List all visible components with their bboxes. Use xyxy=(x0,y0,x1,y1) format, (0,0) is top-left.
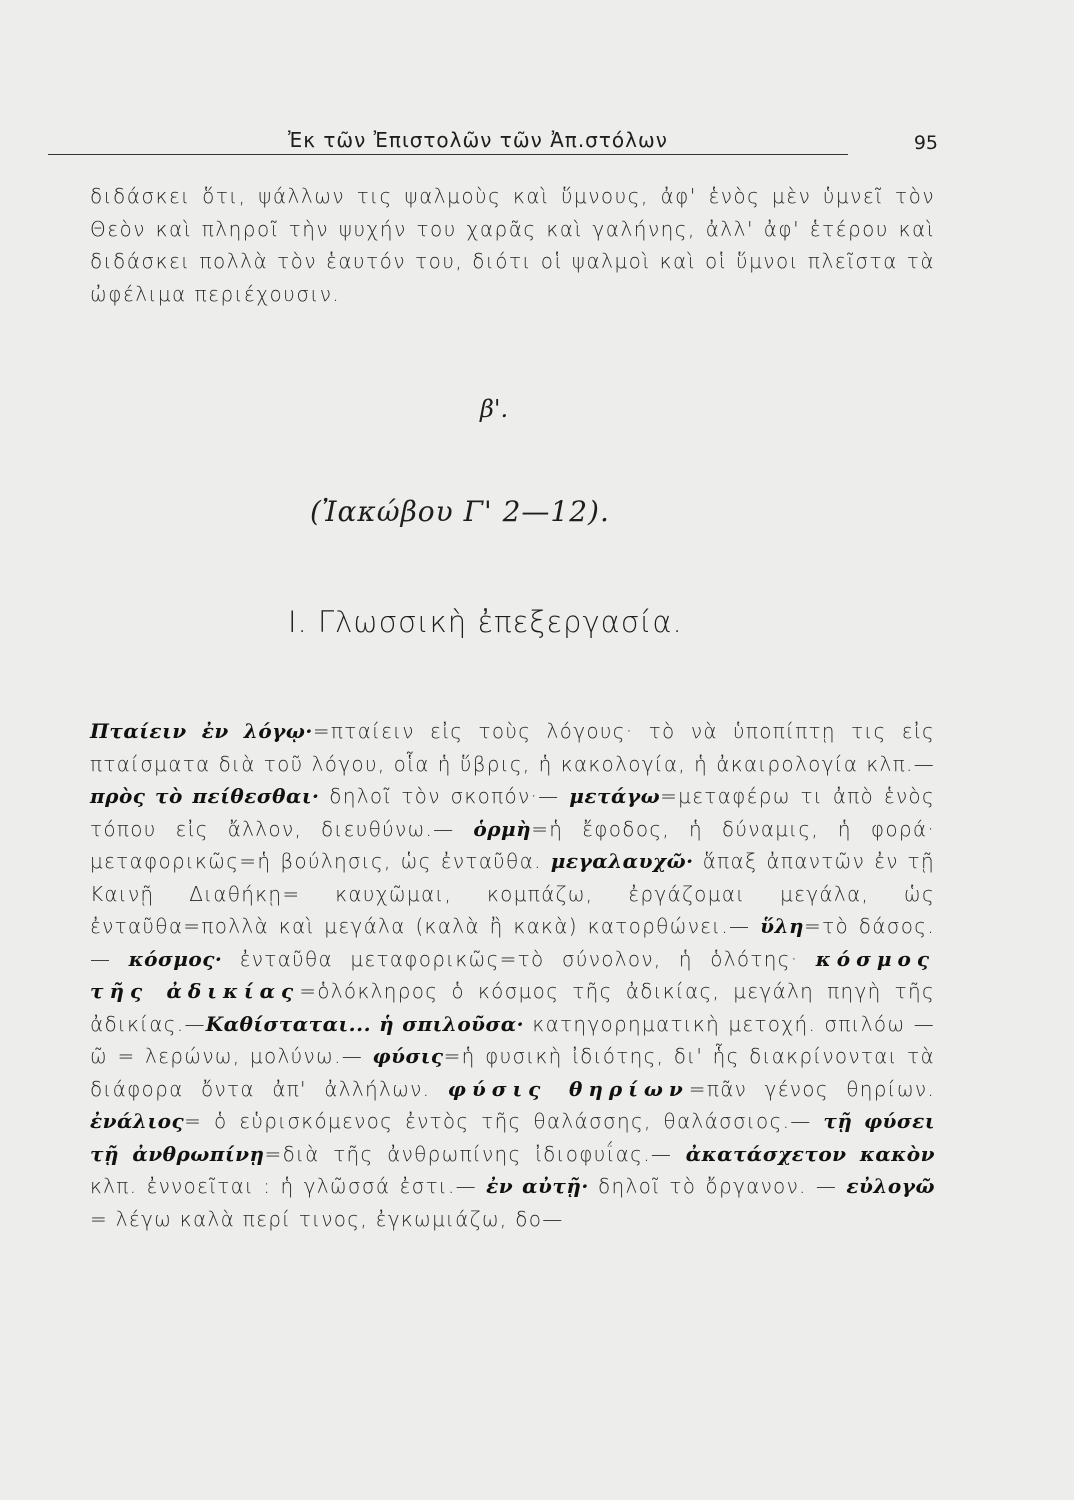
glossary-term: ὕλη xyxy=(760,914,805,938)
glossary-term: κόσμος τῆς ἀδικίας xyxy=(90,946,935,1003)
glossary-term: ἐνάλιος xyxy=(90,1109,185,1133)
glossary-definition: δηλοῖ τὸν σκοπόν·— xyxy=(319,784,570,808)
section-mark: β'. xyxy=(480,395,509,423)
glossary-definition: =ἡ φυσικὴ ἰδιότης, δι' ἧς διακρίνονται τὰ διάφορα ὄντα ἀπ' ἀλλήλων. xyxy=(90,1044,935,1101)
glossary-definition: =τὸ δάσος.— xyxy=(90,914,935,971)
glossary-definition: κατηγορηματικὴ μετοχή. σπιλόω — ῶ = λερώνω, μολύνω.— xyxy=(90,1011,935,1068)
glossary-term: μετάγω xyxy=(569,784,661,808)
running-title: Ἐκ τῶν Ἐπιστολῶν τῶν Ἀπ.στόλων xyxy=(288,128,668,152)
glossary-definition: κλπ. ἐννοεῖται : ἡ γλῶσσά ἐστι.— xyxy=(90,1174,487,1198)
glossary-term: φύσις θηρίων xyxy=(447,1076,689,1101)
glossary-term: πρὸς τὸ πείθεσθαι· xyxy=(90,784,320,808)
glossary-definition: ἐνταῦθα μεταφορικῶς=τὸ σύνολον, ἡ ὁλότης· xyxy=(222,946,816,971)
glossary-definition: = λέγω καλὰ περί τινος, ἐγκωμιάζω, δο— xyxy=(90,1206,564,1231)
glossary-term: κόσμος· xyxy=(128,946,223,971)
section-heading: I. Γλωσσικὴ ἐπεξεργασία. xyxy=(288,605,683,639)
glossary-definition: =ὁλόκληρος ὁ κόσμος τῆς ἀδικίας, μεγάλη πηγὴ τῆς ἀδικίας.— xyxy=(90,979,935,1036)
glossary-term: Πταίειν ἐν λόγῳ· xyxy=(90,719,313,743)
running-header xyxy=(48,128,938,158)
glossary-definition: =διὰ τῆς ἀνθρωπίνης ἰδιοφυΐας.— xyxy=(264,1141,686,1166)
glossary-term: μεγαλαυχῶ· xyxy=(550,849,694,873)
glossary-definition: δηλοῖ τὸ ὄργανον. — xyxy=(588,1174,847,1198)
glossary-definition: =πταίειν εἰς τοὺς λόγους· τὸ νὰ ὑποπίπτῃ τις εἰς πταίσματα διὰ τοῦ λόγου, οἷα ἡ ὕβρις, ἡ κακολογία, ἡ ἀκαιρολογία κλπ.— xyxy=(90,719,935,776)
scripture-reference: (Ἰακώβου Γ' 2—12). xyxy=(310,495,610,528)
glossary-term: ἐν αὐτῇ· xyxy=(486,1174,589,1198)
glossary-term: ὁρμὴ xyxy=(473,816,532,841)
glossary-term: ἀκατάσχετον κακὸν xyxy=(685,1141,935,1166)
glossary-definition: =ἡ ἔφοδος, ἡ δύναμις, ἡ φορά· μεταφορικῶς=ἡ βούλησις, ὡς ἐνταῦθα. xyxy=(90,816,935,873)
glossary-definition: =πᾶν γένος θηρίων. xyxy=(688,1076,935,1101)
glossary-definition: = ὁ εὑρισκόμενος ἐντὸς τῆς θαλάσσης, θαλάσσιος.— xyxy=(184,1109,824,1133)
intro-text: διδάσκει ὅτι, ψάλλων τις ψαλμοὺς καὶ ὕμνους, ἀφ' ἑνὸς μὲν ὑμνεῖ τὸν Θεὸν καὶ πληροῖ τὴν ψυχήν του χαρᾶς καὶ γαλήνης, ἀλλ' ἀφ' ἑτέρου καὶ διδάσκει πολλὰ τὸν ἑαυτόν του, διότι οἱ ψαλμοὶ καὶ οἱ ὕμνοι πλεῖστα τὰ ὠφέλιμα περιέχουσιν. xyxy=(90,184,935,306)
glossary-term: εὐλογῶ xyxy=(846,1174,935,1198)
intro-paragraph xyxy=(90,180,935,310)
page-number: 95 xyxy=(913,132,938,154)
header-rule xyxy=(48,154,848,155)
glossary-term: Καθίσταται... ἡ σπιλοῦσα· xyxy=(205,1011,525,1036)
glossary-definition: =μεταφέρω τι ἀπὸ ἑνὸς τόπου εἰς ἄλλον, διευθύνω.— xyxy=(90,784,935,841)
glossary-definition: ἅπαξ ἀπαντῶν ἐν τῇ Καινῇ Διαθήκῃ= καυχῶμαι, κομπάζω, ἐργάζομαι μεγάλα, ὡς ἐνταῦθα=πολλὰ καὶ μεγάλα (καλὰ ἢ κακὰ) κατορθώνει.— xyxy=(90,849,936,938)
glossary-term: φύσις xyxy=(372,1044,444,1068)
glossary-term: τῇ φύσει τῇ ἀνθρωπίνῃ xyxy=(90,1109,936,1166)
glossary-paragraph xyxy=(90,715,935,1235)
